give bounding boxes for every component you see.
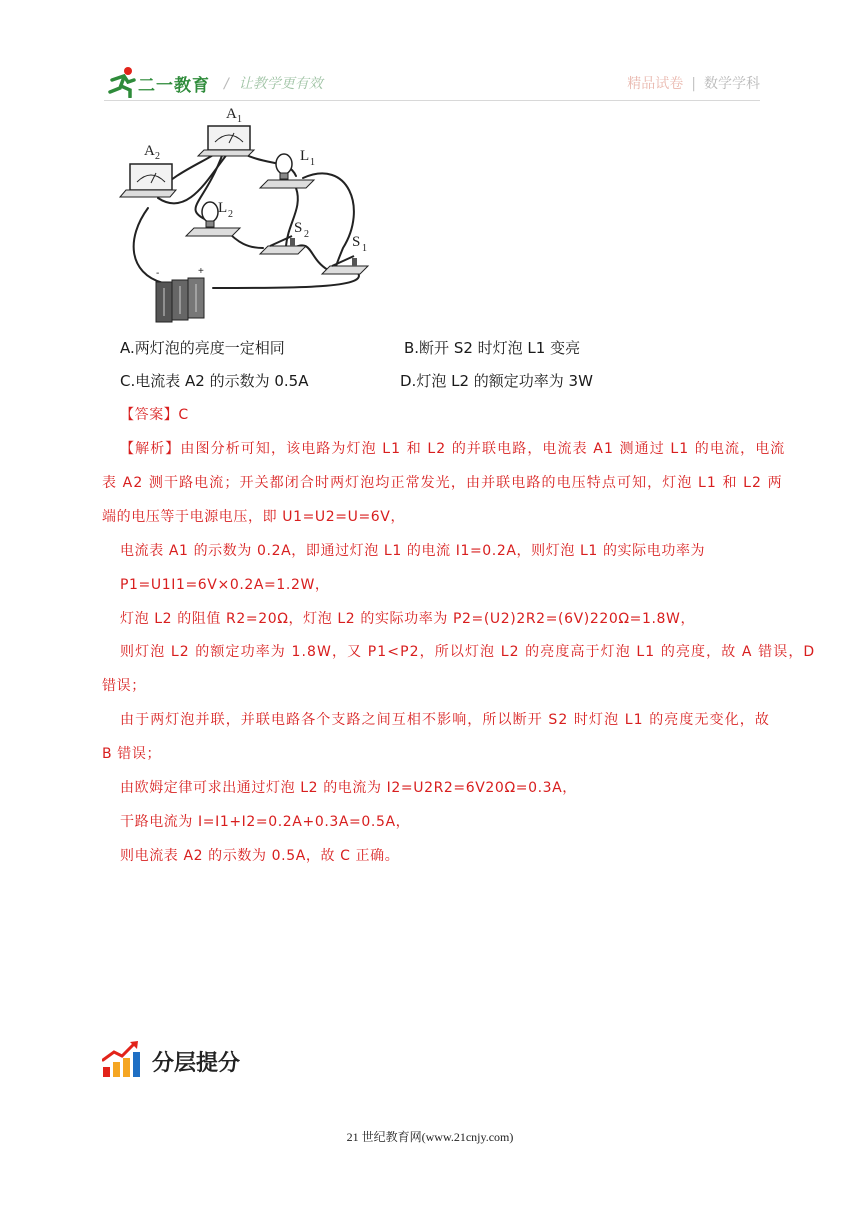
- analysis-line: B 错误；: [102, 746, 162, 762]
- header-slogan: [224, 73, 323, 93]
- answer-text: 【答案】C: [120, 407, 189, 423]
- analysis-line: 电流表 A1 的示数为 0.2A，即通过灯泡 L1 的电流 I1=0.2A，则灯泡 L1 的实际电功率为: [120, 543, 706, 559]
- slogan-separator: /: [224, 76, 229, 92]
- option-a: A.两灯泡的亮度一定相同: [120, 339, 285, 357]
- runner-logo-icon: [104, 66, 140, 98]
- page-header: [104, 66, 760, 102]
- analysis-line: 灯泡 L2 的阻值 R2=20Ω，灯泡 L2 的实际功率为 P2=(U2)2R2=(6V)220Ω=1.8W，: [120, 611, 696, 627]
- ammeter-a1-icon: [198, 126, 254, 156]
- label-s1: S: [352, 234, 361, 250]
- label-l2: L: [218, 200, 228, 216]
- label-l1: L: [300, 148, 310, 164]
- switch-s1-icon: [322, 256, 368, 274]
- battery-negative-label: -: [156, 268, 160, 279]
- label-a2-sub: 2: [155, 151, 160, 162]
- battery-positive-label: +: [198, 266, 204, 277]
- option-c: C.电流表 A2 的示数为 0.5A: [120, 372, 309, 390]
- header-label-subject: 数学学科: [704, 76, 760, 92]
- option-d: D.灯泡 L2 的额定功率为 3W: [400, 372, 593, 390]
- label-a2: A: [144, 143, 155, 159]
- ammeter-a2-icon: [120, 164, 176, 197]
- header-subject: [627, 73, 760, 93]
- label-s1-sub: 1: [362, 243, 367, 254]
- analysis-line: 则灯泡 L2 的额定功率为 1.8W，又 P1<P2，所以灯泡 L2 的亮度高于灯泡 L1 的亮度，故 A 错误，D: [120, 644, 816, 660]
- analysis-line: 【解析】由图分析可知，该电路为灯泡 L1 和 L2 的并联电路，电流表 A1 测通过 L1 的电流，电流: [120, 441, 786, 457]
- logo-text: 二一教育: [138, 76, 210, 96]
- label-l2-sub: 2: [228, 209, 233, 220]
- label-a1: A: [226, 106, 237, 122]
- label-l1-sub: 1: [310, 157, 315, 168]
- analysis-line: P1=U1I1=6V×0.2A=1.2W，: [120, 577, 330, 593]
- analysis-line: 表 A2 测干路电流；开关都闭合时两灯泡均正常发光，由并联电路的电压特点可知，灯泡 L1 和 L2 两: [102, 475, 783, 491]
- header-divider: |: [691, 76, 696, 92]
- battery-icon: [156, 278, 204, 322]
- label-s2-sub: 2: [304, 229, 309, 240]
- slogan-text: 让教学更有效: [238, 76, 323, 92]
- label-a1-sub: 1: [237, 114, 242, 125]
- analysis-line: 端的电压等于电源电压，即 U1=U2=U=6V，: [102, 509, 406, 525]
- page-footer: 21 世纪教育网(www.21cnjy.com): [346, 1130, 514, 1144]
- header-label-premium: 精品试卷: [627, 76, 684, 92]
- bar-chart-trend-icon: [102, 1040, 142, 1080]
- analysis-line: 由欧姆定律可求出通过灯泡 L2 的电流为 I2=U2R2=6V20Ω=0.3A，: [120, 780, 577, 796]
- section-title: 分层提分: [152, 1051, 241, 1076]
- option-b: B.断开 S2 时灯泡 L1 变亮: [404, 339, 581, 357]
- circuit-figure: [118, 98, 388, 330]
- analysis-line: 错误；: [102, 678, 146, 694]
- label-s2: S: [294, 220, 303, 236]
- analysis-line: 由于两灯泡并联，并联电路各个支路之间互相不影响，所以断开 S2 时灯泡 L1 的亮度无变化，故: [120, 712, 770, 728]
- analysis-line: 干路电流为 I=I1+I2=0.2A+0.3A=0.5A，: [120, 814, 411, 830]
- analysis-line: 则电流表 A2 的示数为 0.5A，故 C 正确。: [120, 848, 400, 864]
